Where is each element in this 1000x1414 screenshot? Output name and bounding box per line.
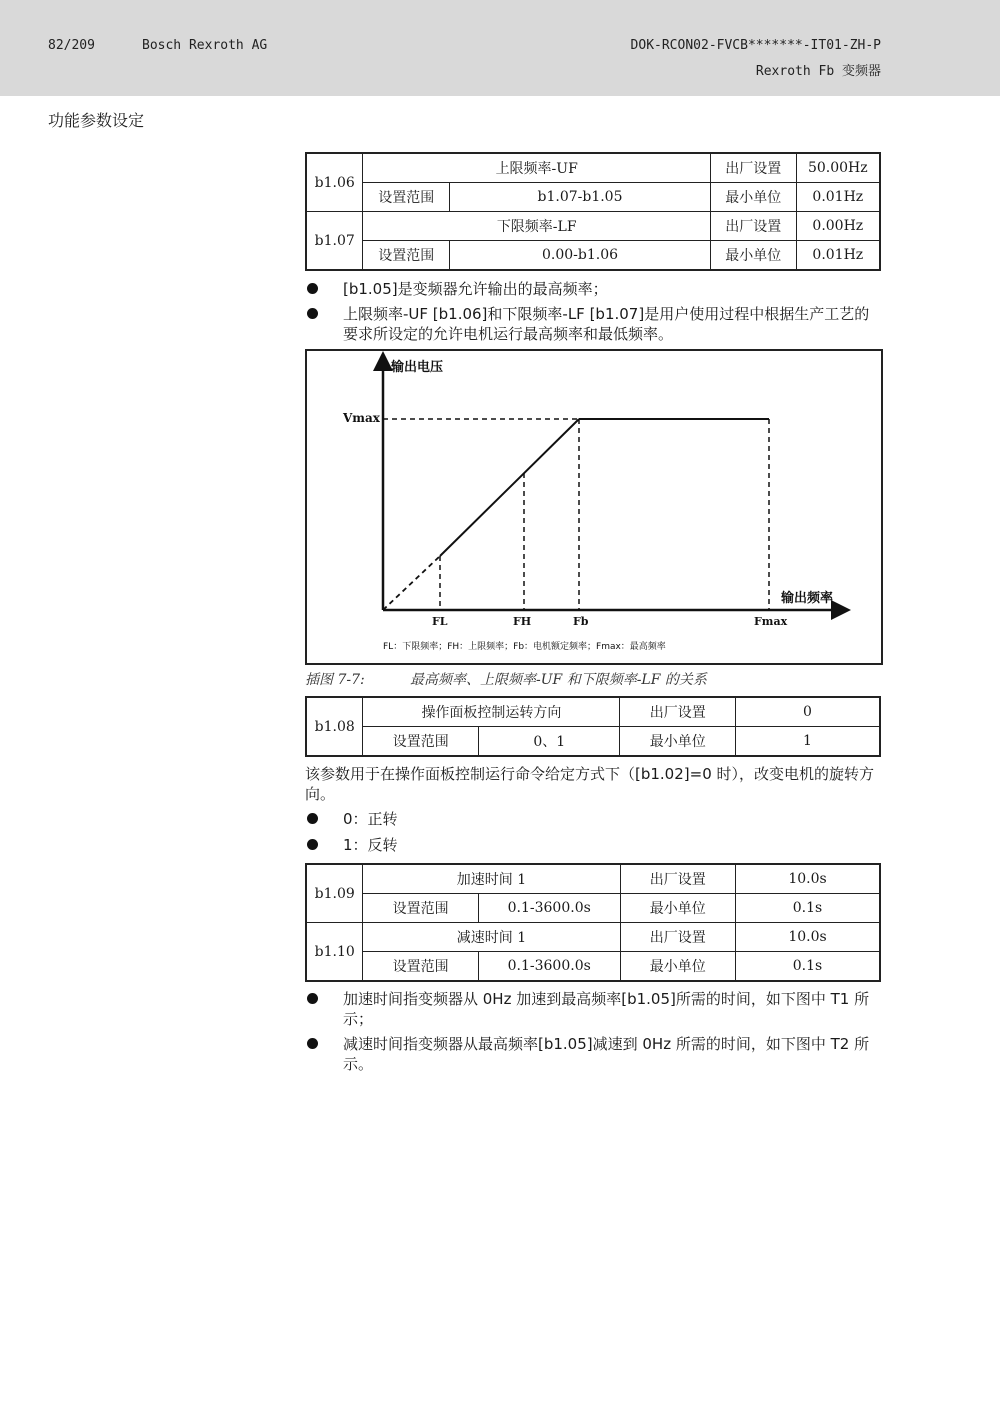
bullet-item [305,835,883,855]
diagram-svg [307,351,881,663]
bullet-text: 加速时间指变频器从 0Hz 加速到最高频率[b1.05]所需的时间，如下图中 T1 所示； [343,990,870,1028]
factory-label: 出厂设置 [620,923,736,952]
bullet-icon [307,1038,318,1049]
range-value: b1.07-b1.05 [450,183,711,212]
param-name: 加速时间 1 [363,864,620,894]
frequency-voltage-diagram [305,349,883,665]
bullet-icon [307,839,318,850]
fmax-label: Fmax [754,615,788,628]
x-axis-label: 输出频率 [781,591,834,606]
table-row [306,241,880,271]
table-row [306,864,880,894]
dashed-ramp-low [383,556,440,610]
range-value: 0.00-b1.06 [450,241,711,271]
factory-value: 10.0s [736,923,881,952]
param-table-uf-lf [305,152,881,271]
param-name: 下限频率-LF [363,212,711,241]
bullet-icon [307,308,318,319]
unit-value: 0.1s [736,952,881,982]
bullet-text: 0：正转 [343,810,398,828]
param-table-direction [305,696,881,757]
param-name: 操作面板控制运转方向 [363,697,620,727]
bullet-item [305,1034,883,1074]
bullet-item [305,304,883,344]
unit-value: 1 [736,727,880,757]
figure-number: 插图 7-7: [305,672,365,688]
bullet-text: 1：反转 [343,836,398,854]
page-header [0,0,1000,96]
unit-label: 最小单位 [710,241,796,271]
bullet-item [305,989,883,1029]
direction-description: 该参数用于在操作面板控制运行命令给定方式下（[b1.02]=0 时），改变电机的旋转方向。 [305,765,875,803]
range-label: 设置范围 [363,727,479,757]
bullet-text: 减速时间指变频器从最高频率[b1.05]减速到 0Hz 所需的时间，如下图中 T2 所示。 [343,1035,870,1073]
table-row [306,727,880,757]
param-code: b1.08 [306,697,363,756]
range-value: 0、1 [478,727,619,757]
table-row [306,183,880,212]
table-row [306,923,880,952]
table-row [306,952,880,982]
fh-label: FH [513,615,532,628]
bullet-item [305,279,883,299]
unit-label: 最小单位 [620,727,736,757]
fb-label: Fb [573,615,589,628]
factory-label: 出厂设置 [710,153,796,183]
bullet-text: [b1.05]是变频器允许输出的最高频率； [343,280,608,298]
bullet-icon [307,813,318,824]
factory-value: 0.00Hz [796,212,880,241]
section-title: 功能参数设定 [48,111,145,130]
range-label: 设置范围 [363,894,479,923]
param-name: 上限频率-UF [363,153,711,183]
unit-value: 0.01Hz [796,241,880,271]
vmax-label: Vmax [343,411,380,425]
unit-label: 最小单位 [710,183,796,212]
product-name: Rexroth Fb 变频器 [755,64,881,79]
table-row [306,894,880,923]
page-number: 82/209 [48,38,95,53]
range-value: 0.1-3600.0s [478,952,620,982]
factory-value: 0 [736,697,880,727]
param-code: b1.07 [306,212,363,271]
param-code: b1.09 [306,864,363,923]
unit-label: 最小单位 [620,894,736,923]
figure-caption: 最高频率、上限频率-UF 和下限频率-LF 的关系 [410,672,707,688]
y-axis-label: 输出电压 [391,360,444,375]
diagram-legend: FL：下限频率；FH：上限频率；Fb：电机额定频率；Fmax：最高频率 [383,642,666,652]
range-label: 设置范围 [363,241,450,271]
vf-ramp-line [440,419,579,556]
range-label: 设置范围 [363,183,450,212]
factory-label: 出厂设置 [710,212,796,241]
company-name: Bosch Rexroth AG [142,38,268,53]
factory-label: 出厂设置 [620,864,736,894]
bullet-icon [307,283,318,294]
bullet-text: 上限频率-UF [b1.06]和下限频率-LF [b1.07]是用户使用过程中根据生产工艺的要求所设定的允许电机运行最高频率和最低频率。 [343,305,870,343]
factory-value: 10.0s [736,864,881,894]
table-row [306,153,880,183]
fl-label: FL [432,615,448,628]
param-name: 减速时间 1 [363,923,620,952]
document-id: DOK-RCON02-FVCB*******-IT01-ZH-P [630,38,881,53]
table-row [306,697,880,727]
range-value: 0.1-3600.0s [478,894,620,923]
table-row [306,212,880,241]
bullet-item [305,809,883,829]
bullet-icon [307,993,318,1004]
unit-value: 0.1s [736,894,881,923]
unit-value: 0.01Hz [796,183,880,212]
factory-value: 50.00Hz [796,153,880,183]
param-table-accel-decel [305,863,881,982]
param-code: b1.06 [306,153,363,212]
factory-label: 出厂设置 [620,697,736,727]
range-label: 设置范围 [363,952,479,982]
unit-label: 最小单位 [620,952,736,982]
param-code: b1.10 [306,923,363,982]
